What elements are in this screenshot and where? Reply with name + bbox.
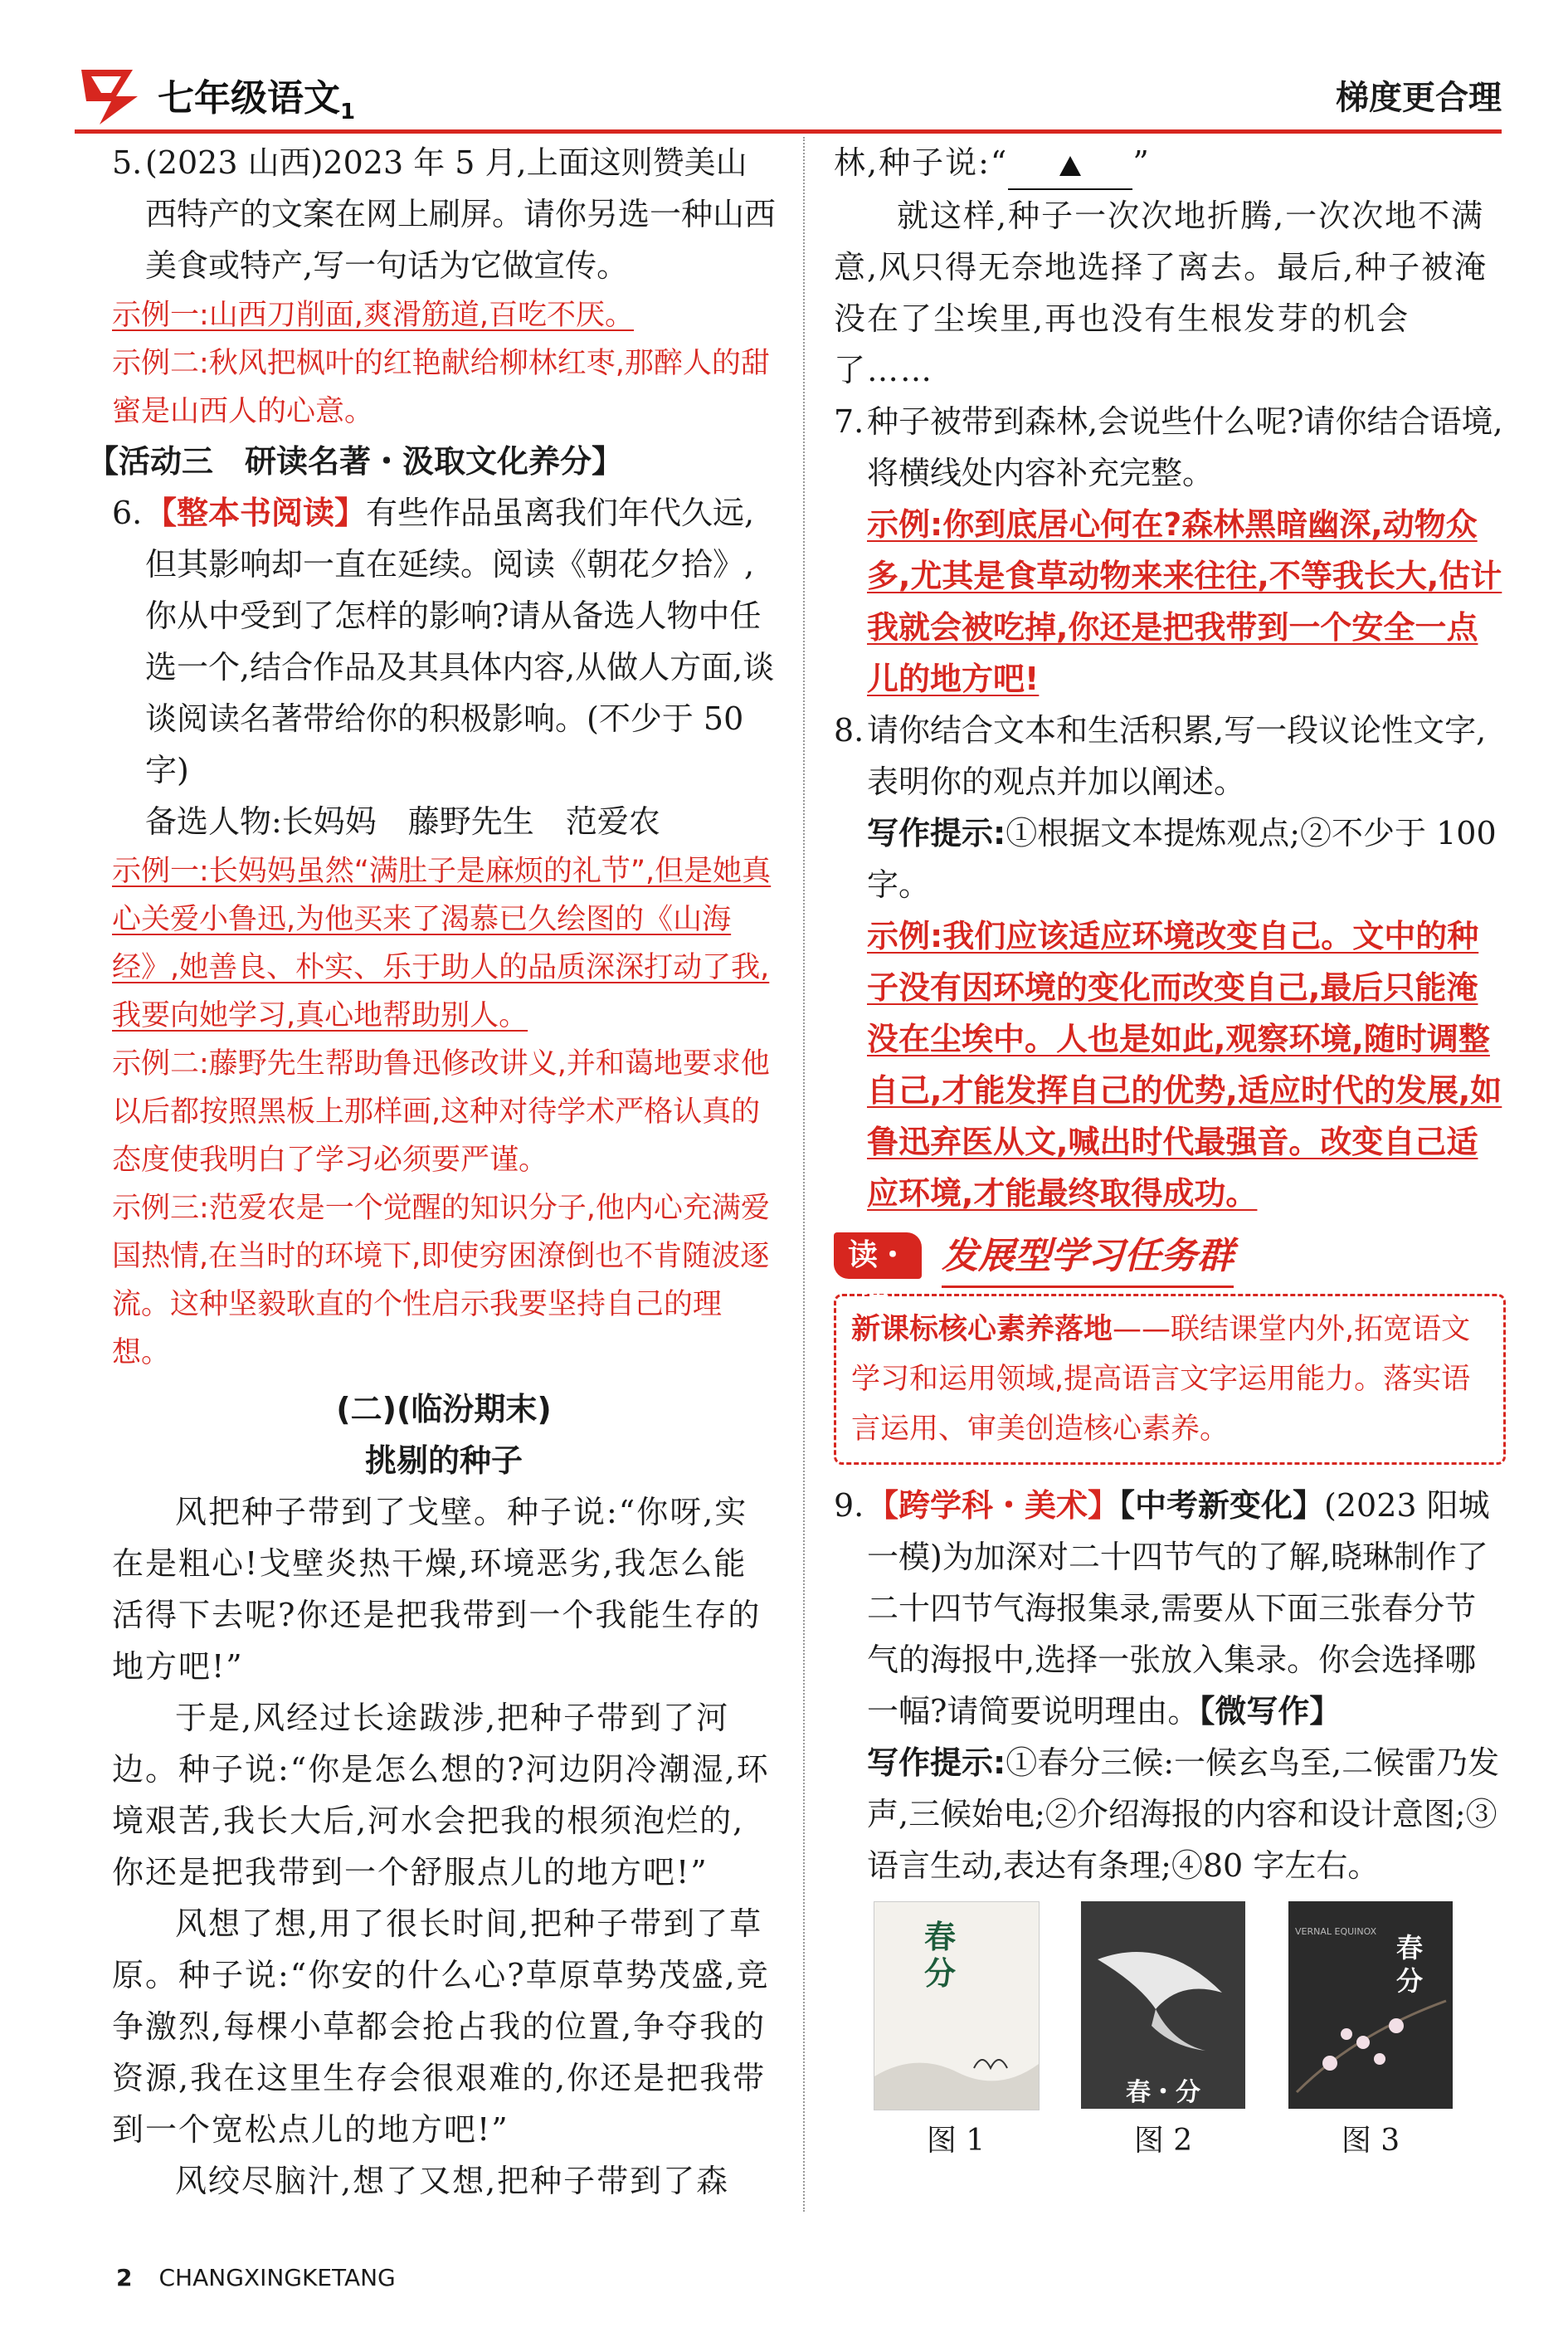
story-title: 挑剔的种子 [364, 1442, 523, 1479]
q6-answer-2: 示例二:藤野先生帮助鲁迅修改讲义,并和蔼地要求他以后都按照黑板上那样画,这种对待学术严格认真的态度使我明白了学习必须要严谨。 [112, 1047, 770, 1177]
task-group-title: 发展型学习任务群 [942, 1227, 1234, 1288]
story-paragraph-1: 风把种子带到了戈壁。种子说:“你呀,实在是粗心!戈壁炎热干燥,环境恶劣,我怎么能活得下去呢?你还是把我带到一个我能生存的地方吧!” [112, 1494, 762, 1685]
page-header [75, 56, 1502, 133]
poster-2-title: 春・分 [1126, 2078, 1200, 2107]
poster-caption-2: 图 2 [1133, 2124, 1193, 2158]
q6-options: 备选人物:长妈妈 藤野先生 范爱农 [145, 803, 660, 840]
story-paragraph-last: 就这样,种子一次次地折腾,一次次地不满意,风只得无奈地选择了离去。最后,种子被淹没在了尘埃里,再也没有生根发芽的机会了…… [834, 198, 1488, 388]
triangle-marker-icon [1059, 156, 1081, 176]
story-paragraph-4: 风绞尽脑汁,想了又想,把种子带到了森 [175, 2163, 730, 2199]
header-rule [75, 129, 1502, 134]
poster-3-title: 春分 [1396, 1932, 1424, 1997]
q5-answer-1: 示例一:山西刀削面,爽滑筋道,百吃不厌。 [112, 299, 635, 332]
book-title: 七年级语文$_1$ [158, 77, 356, 124]
header-slogan: 梯度更合理 [1336, 79, 1502, 117]
q5-answer-2: 示例二:秋风把枫叶的红艳献给柳林红枣,那醉人的甜蜜是山西人的心意。 [112, 347, 770, 428]
poster-3-subtitle: VERNAL EQUINOX [1295, 1926, 1377, 1937]
right-column [834, 137, 1506, 2175]
q6-answer-3: 示例三:范爱农是一个觉醒的知识分子,他内心充满爱国热情,在当时的环境下,即使穷困潦倒也不肯随波逐流。这种坚毅耿直的个性启示我要坚持自己的理想。 [112, 1192, 770, 1369]
read-write-badge: 读・写 [834, 1232, 922, 1279]
story-continuation: 林,种子说:“ ” [834, 137, 1506, 190]
poster-gallery [834, 1901, 1506, 2175]
left-column [87, 137, 777, 2207]
footer-brand: CHANGXINGKETANG [158, 2264, 396, 2291]
poster-2 [1081, 1901, 1245, 2109]
curriculum-note-box: 新课标核心素养落地——联结课堂内外,拓宽语文学习和运用领域,提高语言文字运用能力。落实语言运用、审美创造核心素养。 [834, 1294, 1506, 1465]
poster-3 [1288, 1901, 1453, 2109]
page-number: 2 [116, 2264, 133, 2291]
q6-answer-1: 示例一:长妈妈虽然“满肚子是麻烦的礼节”,但是她真心关爱小鲁迅,为他买来了渴慕已久绘图的《山海经》,她善良、朴实、乐于助人的品质深深打动了我,我要向她学习,真心地帮助别人。 [112, 855, 772, 1032]
poster-caption-1: 图 1 [926, 2124, 986, 2158]
q8-answer: 示例:我们应该适应环境改变自己。文中的种子没有因环境的变化而改变自己,最后只能淹没在尘埃中。人也是如此,观察环境,随时调整自己,才能发挥自己的优势,适应时代的发展,如鲁迅弃医从文,喊出时代最强音。改变自己适应环境,才能最终取得成功。 [867, 918, 1502, 1212]
page-footer [116, 2264, 396, 2291]
question-5: 5.(2023 山西)2023 年 5 月,上面这则赞美山西特产的文案在网上刷屏。请你另选一种山西美食或特产,写一句话为它做宣传。 [112, 144, 777, 284]
column-divider [803, 137, 805, 2212]
story-paragraph-3: 风想了想,用了很长时间,把种子带到了草原。种子说:“你安的什么心?草原草势茂盛,竞争激烈,每棵小草都会抢占我的位置,争夺我的资源,我在这里生存会很艰难的,你还是把我带到一个宽松点儿的地方吧!” [112, 1905, 770, 2148]
question-7: 7.种子被带到森林,会说些什么呢?请你结合语境,将横线处内容补充完整。 [834, 403, 1503, 491]
activity-heading: 【活动三 研读名著・汲取文化养分】 [87, 443, 624, 480]
story-paragraph-2: 于是,风经过长途跋涉,把种子带到了河边。种子说:“你是怎么想的?河边阴冷潮湿,环境艰苦,我长大后,河水会把我的根须泡烂的,你还是把我带到一个舒服点儿的地方吧!” [112, 1700, 770, 1890]
brand-logo-icon [75, 63, 144, 128]
poster-1 [874, 1901, 1040, 2110]
question-9: 9.【跨学科・美术】【中考新变化】(2023 阳城一模)为加深对二十四节气的了解,晓琳制作了二十四节气海报集录,需要从下面三张春分节气的海报中,选择一张放入集录。你会选择哪一幅?请简要说明理由。【微写作】 [834, 1487, 1490, 1729]
poster-1-title: 春分 [924, 1918, 957, 1992]
q7-answer: 示例:你到底居心何在?森林黑暗幽深,动物众多,尤其是食草动物来来往往,不等我长大,估计我就会被吃掉,你还是把我带到一个安全一点儿的地方吧! [867, 506, 1502, 697]
q8-hint: 写作提示:①根据文本提炼观点;②不少于 100 字。 [867, 815, 1497, 903]
question-6: 6.【整本书阅读】有些作品虽离我们年代久远,但其影响却一直在延续。阅读《朝花夕拾》,你从中受到了怎样的影响?请从备选人物中任选一个,结合作品及其具体内容,从做人方面,谈谈阅读名著带给你的积极影响。(不少于 50 字) [112, 495, 775, 788]
q9-hint: 写作提示:①春分三候:一候玄鸟至,二候雷乃发声,三候始电;②介绍海报的内容和设计意图;③语言生动,表达有条理;④80 字左右。 [867, 1744, 1500, 1884]
poster-caption-3: 图 3 [1341, 2124, 1400, 2158]
answer-blank [1008, 137, 1132, 190]
task-group-banner [834, 1227, 1506, 1319]
part2-title: (二)(临汾期末) [336, 1391, 552, 1427]
question-8: 8.请你结合文本和生活积累,写一段议论性文字,表明你的观点并加以阐述。 [834, 712, 1487, 800]
